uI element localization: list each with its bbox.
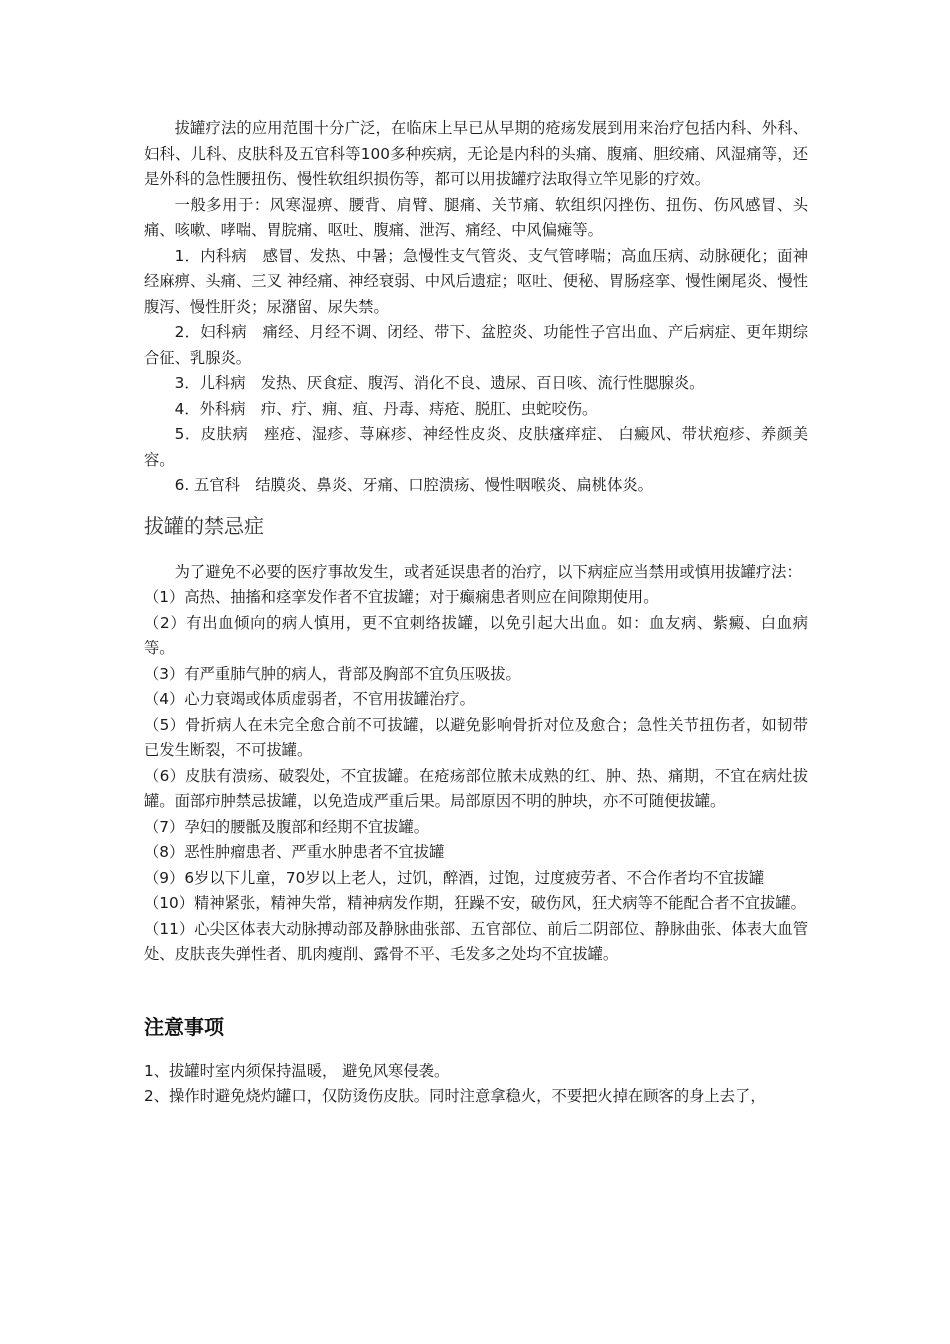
notes-heading: 注意事项: [144, 1014, 224, 1039]
contraindication-item: （9）6岁以下儿童，70岁以上老人，过饥，醉酒，过饱，过度疲劳者、不合作者均不宜拔罐: [144, 868, 765, 887]
document-body: [144, 116, 808, 1110]
notes-item: 1、拔罐时室内须保持温暖， 避免风寒侵袭。: [144, 1061, 450, 1080]
category-item-gynecology: 2．妇科病 痛经、月经不调、闭经、带下、盆腔炎、功能性子宫出血、产后病症、更年期综合征、乳腺炎。: [144, 323, 808, 367]
contraindication-item: （5）骨折病人在未完全愈合前不可拔罐，以避免影响骨折对位及愈合；急性关节扭伤者，如韧带已发生断裂，不可拔罐。: [144, 715, 808, 759]
contraindication-item: （6）皮肤有溃疡、破裂处，不宜拔罐。在疮疡部位脓未成熟的红、肿、热、痛期，不宜在病灶拔罐。面部疖肿禁忌拔罐，以免造成严重后果。局部原因不明的肿块，亦不可随便拔罐。: [144, 766, 808, 810]
contraindication-item: （2）有出血倾向的病人慎用，更不宜刺络拔罐，以免引起大出血。如：血友病、紫癜、白血病等。: [144, 613, 808, 657]
contraindications-heading: 拔罐的禁忌症: [144, 513, 264, 538]
contraindication-item: （11）心尖区体表大动脉搏动部及静脉曲张部、五官部位、前后二阴部位、静脉曲张、体表大血管处、皮肤丧失弹性者、肌肉瘦削、露骨不平、毛发多之处均不宜拔罐。: [144, 919, 808, 963]
contraindication-item: （10）精神紧张，精神失常，精神病发作期，狂躁不安，破伤风，狂犬病等不能配合者不宜拔罐。: [144, 894, 806, 912]
contraindications-lead: 为了避免不必要的医疗事故发生，或者延误患者的治疗，以下病症应当禁用或慎用拔罐疗法：: [174, 562, 802, 581]
category-item-internal: 1．内科病 感冒、发热、中暑；急慢性支气管炎、支气管哮喘；高血压病、动脉硬化；面神经麻痹、头痛、三叉 神经痛、神经衰弱、中风后遗症；呕吐、便秘、胃肠痉挛、慢性阑尾炎、慢性腹泻、慢性肝炎；尿潴留、尿失禁。: [144, 246, 808, 316]
category-item-ent: 6. 五官科 结膜炎、鼻炎、牙痛、口腔溃疡、慢性咽喉炎、扁桃体炎。: [174, 476, 653, 494]
contraindication-item: （3）有严重肺气肿的病人，背部及胸部不宜负压吸拔。: [144, 664, 521, 683]
category-item-dermatology: 5．皮肤病 痤疮、湿疹、荨麻疹、神经性皮炎、皮肤瘙痒症、 白癜风、带状疱疹、养颜美容。: [144, 425, 808, 469]
contraindication-item: （4）心力衰竭或体质虚弱者，不官用拔罐治疗。: [144, 690, 475, 708]
notes-item: 2、操作时避免烧灼罐口，仅防烫伤皮肤。同时注意拿稳火，不要把火掉在顾客的身上去了，: [144, 1087, 766, 1105]
contraindication-item: （1）高热、抽搐和痉挛发作者不宜拔罐；对于癫痫患者则应在间隙期使用。: [144, 588, 659, 606]
contraindication-item: （8）恶性肿瘤患者、严重水肿患者不宜拔罐: [144, 843, 445, 861]
usage-paragraph: 一般多用于：风寒湿痹、腰背、肩臂、腿痛、关节痛、软组织闪挫伤、扭伤、伤风感冒、头痛、咳嗽、哮喘、胃脘痛、呕吐、腹痛、泄泻、痛经、中风偏瘫等。: [144, 195, 808, 239]
intro-paragraph: 拔罐疗法的应用范围十分广泛，在临床上早已从早期的疮疡发展到用来治疗包括内科、外科、妇科、儿科、皮肤科及五官科等100多种疾病，无论是内科的头痛、腹痛、胆绞痛、风湿痛等，还是外科的急性腰扭伤、慢性软组织损伤等，都可以用拔罐疗法取得立竿见影的疗效。: [144, 119, 808, 188]
category-item-pediatrics: 3．儿科病 发热、厌食症、腹泻、消化不良、遗尿、百日咳、流行性腮腺炎。: [174, 374, 705, 392]
category-item-surgery: 4．外科病 疖、疔、痈、疽、丹毒、痔疮、脱肛、虫蛇咬伤。: [174, 399, 598, 418]
contraindication-item: （7）孕妇的腰骶及腹部和经期不宜拔罐。: [144, 817, 430, 836]
